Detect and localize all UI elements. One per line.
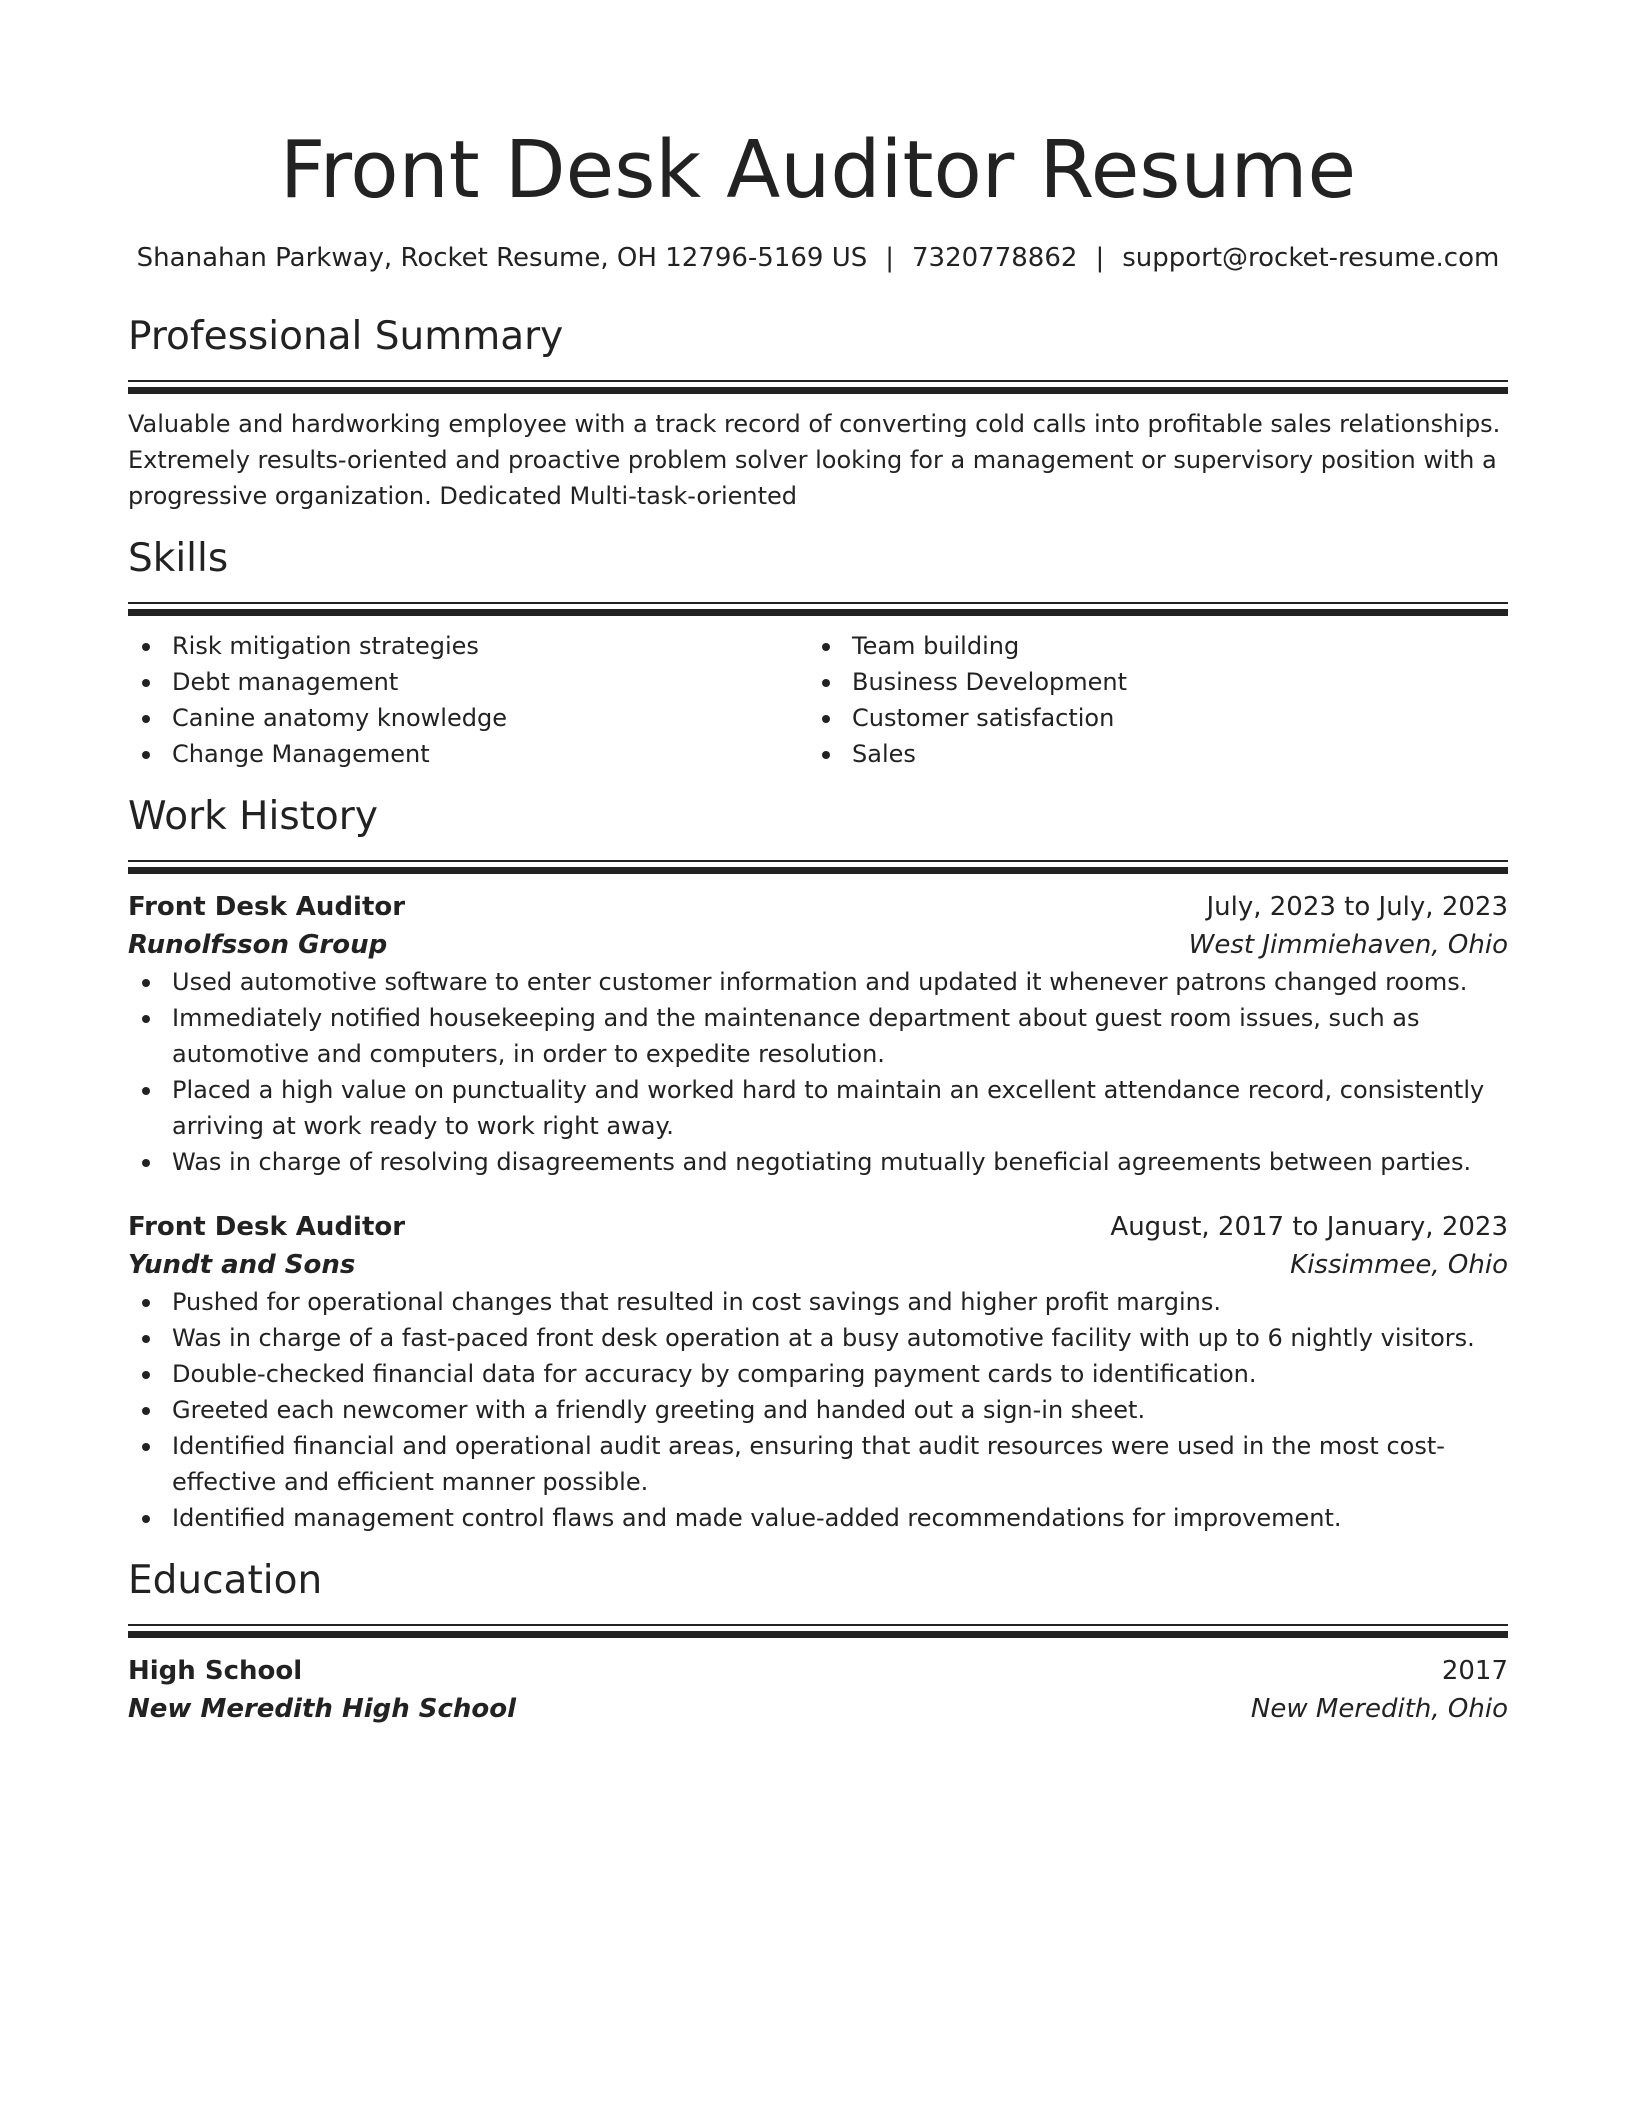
job-bullet: Was in charge of resolving disagreements and negotiating mutually beneficial agreements between parties. bbox=[128, 1144, 1508, 1180]
skill-item: Team building bbox=[808, 628, 1488, 664]
education-section bbox=[128, 1556, 1508, 1728]
job-bullet: Was in charge of a fast-paced front desk operation at a busy automotive facility with up to 6 nightly visitors. bbox=[128, 1320, 1508, 1356]
education-degree: High School bbox=[128, 1656, 303, 1686]
job-entry bbox=[128, 888, 1508, 1180]
section-divider bbox=[128, 1624, 1508, 1638]
skills-heading: Skills bbox=[128, 536, 229, 581]
skill-item: Customer satisfaction bbox=[808, 700, 1488, 736]
work-history-heading: Work History bbox=[128, 794, 378, 839]
job-dates: August, 2017 to January, 2023 bbox=[1110, 1212, 1508, 1242]
skill-item: Risk mitigation strategies bbox=[128, 628, 808, 664]
skills-section bbox=[128, 534, 1508, 772]
skills-list-left bbox=[128, 628, 808, 772]
job-subheader bbox=[128, 1246, 1508, 1284]
contact-separator: | bbox=[1095, 243, 1105, 273]
contact-phone: 7320778862 bbox=[912, 243, 1078, 273]
job-bullet: Used automotive software to enter customer information and updated it whenever patrons changed rooms. bbox=[128, 964, 1508, 1000]
education-heading: Education bbox=[128, 1558, 323, 1603]
contact-separator: | bbox=[885, 243, 895, 273]
skills-list-right bbox=[808, 628, 1488, 772]
job-dates: July, 2023 to July, 2023 bbox=[1206, 892, 1508, 922]
job-location: West Jimmiehaven, Ohio bbox=[1188, 930, 1508, 960]
job-location: Kissimmee, Ohio bbox=[1290, 1250, 1508, 1280]
job-company: Runolfsson Group bbox=[128, 930, 388, 960]
job-header bbox=[128, 888, 1508, 926]
education-header bbox=[128, 1652, 1508, 1690]
section-divider bbox=[128, 860, 1508, 874]
education-year: 2017 bbox=[1441, 1656, 1508, 1686]
contact-line bbox=[128, 240, 1508, 276]
job-bullet: Placed a high value on punctuality and worked hard to maintain an excellent attendance record, consistently arriving at work ready to work right away. bbox=[128, 1072, 1508, 1144]
contact-address: Shanahan Parkway, Rocket Resume, OH 12796-5169 US bbox=[136, 243, 868, 273]
job-header bbox=[128, 1208, 1508, 1246]
education-entry bbox=[128, 1652, 1508, 1728]
job-bullets bbox=[128, 964, 1508, 1180]
skill-item: Canine anatomy knowledge bbox=[128, 700, 808, 736]
summary-section bbox=[128, 312, 1508, 514]
job-subheader bbox=[128, 926, 1508, 964]
work-history-section bbox=[128, 792, 1508, 1536]
resume-page bbox=[128, 0, 1508, 1728]
education-school: New Meredith High School bbox=[128, 1694, 517, 1724]
job-title: Front Desk Auditor bbox=[128, 892, 406, 922]
skills-grid bbox=[128, 628, 1508, 772]
resume-title: Front Desk Auditor Resume bbox=[279, 124, 1357, 216]
contact-email: support@rocket-resume.com bbox=[1122, 243, 1500, 273]
job-bullet: Greeted each newcomer with a friendly greeting and handed out a sign-in sheet. bbox=[128, 1392, 1508, 1428]
job-bullet: Pushed for operational changes that resulted in cost savings and higher profit margins. bbox=[128, 1284, 1508, 1320]
summary-text: Valuable and hardworking employee with a track record of converting cold calls into profitable sales relationships. Extremely results-oriented and proactive problem solver looking for a management or supervisory position with a progressive organization. Dedicated Multi-task-oriented bbox=[128, 410, 1501, 510]
skill-item: Business Development bbox=[808, 664, 1488, 700]
job-entry bbox=[128, 1208, 1508, 1536]
job-bullet: Double-checked financial data for accuracy by comparing payment cards to identification. bbox=[128, 1356, 1508, 1392]
skill-item: Debt management bbox=[128, 664, 808, 700]
skill-item: Sales bbox=[808, 736, 1488, 772]
job-bullets bbox=[128, 1284, 1508, 1536]
job-company: Yundt and Sons bbox=[128, 1250, 356, 1280]
job-bullet: Immediately notified housekeeping and the maintenance department about guest room issues, such as automotive and computers, in order to expedite resolution. bbox=[128, 1000, 1508, 1072]
education-subheader bbox=[128, 1690, 1508, 1728]
summary-heading: Professional Summary bbox=[128, 314, 564, 359]
job-title: Front Desk Auditor bbox=[128, 1212, 406, 1242]
section-divider bbox=[128, 602, 1508, 616]
education-location: New Meredith, Ohio bbox=[1250, 1694, 1508, 1724]
job-bullet: Identified financial and operational audit areas, ensuring that audit resources were used in the most cost-effective and efficient manner possible. bbox=[128, 1428, 1508, 1500]
job-bullet: Identified management control flaws and made value-added recommendations for improvement. bbox=[128, 1500, 1508, 1536]
skill-item: Change Management bbox=[128, 736, 808, 772]
section-divider bbox=[128, 380, 1508, 394]
